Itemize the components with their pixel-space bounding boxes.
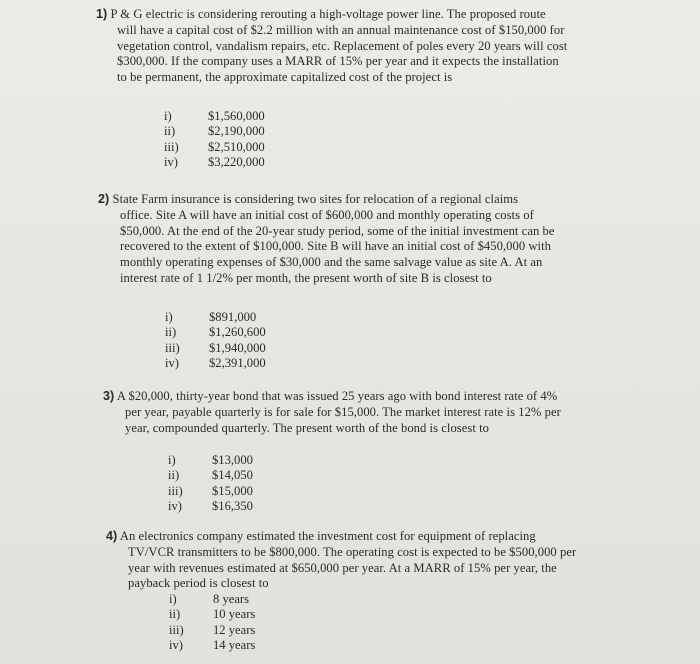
- question-line: vegetation control, vandalism repairs, etc. Replacement of poles every 20 years will cost: [117, 38, 568, 53]
- question-3-text: [103, 389, 561, 436]
- question-4-options: [169, 592, 255, 654]
- question-2-text: [98, 192, 555, 287]
- answer-option: [169, 607, 255, 622]
- question-line: [98, 192, 555, 208]
- question-line: per year, payable quarterly is for sale for $15,000. The market interest rate is 12% per: [125, 404, 561, 419]
- option-label: iv): [169, 638, 183, 653]
- option-label: iv): [168, 499, 182, 514]
- answer-option: [169, 623, 255, 638]
- question-line-text: State Farm insurance is considering two sites for relocation of a regional claims: [112, 192, 519, 206]
- option-label: iii): [164, 139, 179, 154]
- option-label: iii): [169, 622, 184, 637]
- answer-option: [169, 592, 255, 607]
- option-value: 8 years: [213, 592, 250, 606]
- answer-option: [168, 468, 253, 483]
- answer-option: [164, 124, 265, 139]
- answer-option: [169, 638, 255, 653]
- answer-option: [165, 341, 266, 356]
- question-line: year, compounded quarterly. The present worth of the bond is closest to: [125, 420, 489, 435]
- option-label: ii): [164, 124, 176, 139]
- question-1-options: [164, 109, 265, 171]
- question-number: 1): [96, 7, 108, 21]
- question-line: recovered to the extent of $100,000. Site B will have an initial cost of $450,000 with: [120, 239, 551, 254]
- option-value: $1,260,600: [209, 325, 266, 340]
- option-label: i): [169, 592, 177, 606]
- answer-option: [168, 453, 253, 468]
- question-line: [106, 529, 576, 545]
- option-value: 14 years: [213, 638, 256, 653]
- answer-option: [165, 310, 266, 325]
- option-value: $1,940,000: [209, 340, 266, 355]
- answer-option: [164, 109, 265, 124]
- option-label: ii): [168, 468, 180, 483]
- question-2-options: [165, 310, 266, 372]
- question-line: to be permanent, the approximate capitalized cost of the project is: [117, 70, 453, 85]
- option-label: ii): [169, 607, 181, 622]
- question-line-text: An electronics company estimated the investment cost for equipment of replacing: [119, 529, 536, 543]
- question-line: year with revenues estimated at $650,000 per year. At a MARR of 15% per year, the: [128, 560, 557, 575]
- question-line: TV/VCR transmitters to be $800,000. The operating cost is expected to be $500,000 per: [128, 544, 577, 559]
- answer-option: [165, 325, 266, 340]
- option-label: i): [165, 310, 173, 324]
- question-1-text: [96, 7, 567, 86]
- option-value: $2,391,000: [209, 356, 266, 371]
- option-value: $3,220,000: [208, 155, 265, 170]
- answer-option: [168, 484, 253, 499]
- question-line: $50,000. At the end of the 20-year study period, some of the initial investment can be: [120, 223, 555, 238]
- option-label: iii): [168, 483, 183, 498]
- question-line-text: P & G electric is considering rerouting a high-voltage power line. The proposed route: [110, 7, 546, 21]
- answer-option: [164, 140, 265, 155]
- option-label: ii): [165, 325, 177, 340]
- question-line: $300,000. If the company uses a MARR of 15% per year and it expects the installation: [117, 54, 559, 69]
- answer-option: [164, 155, 265, 170]
- question-line: [96, 7, 567, 23]
- option-value: $16,350: [212, 499, 253, 514]
- question-number: 4): [106, 529, 118, 543]
- option-value: 12 years: [213, 622, 256, 637]
- question-line: payback period is closest to: [128, 576, 269, 591]
- question-line: office. Site A will have an initial cost of $600,000 and monthly operating costs of: [120, 207, 534, 222]
- question-line: will have a capital cost of $2.2 million with an annual maintenance cost of $150,000 for: [117, 22, 565, 37]
- option-value: $1,560,000: [208, 109, 265, 123]
- option-value: $891,000: [209, 310, 257, 324]
- question-3-options: [168, 453, 253, 515]
- option-label: i): [164, 109, 172, 123]
- option-label: i): [168, 453, 176, 467]
- option-label: iv): [165, 356, 179, 371]
- question-line: [103, 389, 561, 405]
- option-value: $15,000: [212, 483, 253, 498]
- answer-option: [168, 499, 253, 514]
- question-line-text: A $20,000, thirty-year bond that was issued 25 years ago with bond interest rate of 4%: [116, 389, 558, 403]
- question-number: 3): [103, 389, 115, 403]
- question-4-text: [106, 529, 576, 592]
- option-label: iv): [164, 155, 178, 170]
- answer-option: [165, 356, 266, 371]
- option-value: $14,050: [212, 468, 253, 483]
- option-value: $13,000: [212, 453, 253, 467]
- option-label: iii): [165, 340, 180, 355]
- question-line: monthly operating expenses of $30,000 and the same salvage value as site A. At an: [120, 255, 543, 270]
- option-value: $2,510,000: [208, 139, 265, 154]
- question-number: 2): [98, 192, 110, 206]
- option-value: 10 years: [213, 607, 256, 622]
- option-value: $2,190,000: [208, 124, 265, 139]
- question-line: interest rate of 1 1/2% per month, the present worth of site B is closest to: [120, 270, 492, 285]
